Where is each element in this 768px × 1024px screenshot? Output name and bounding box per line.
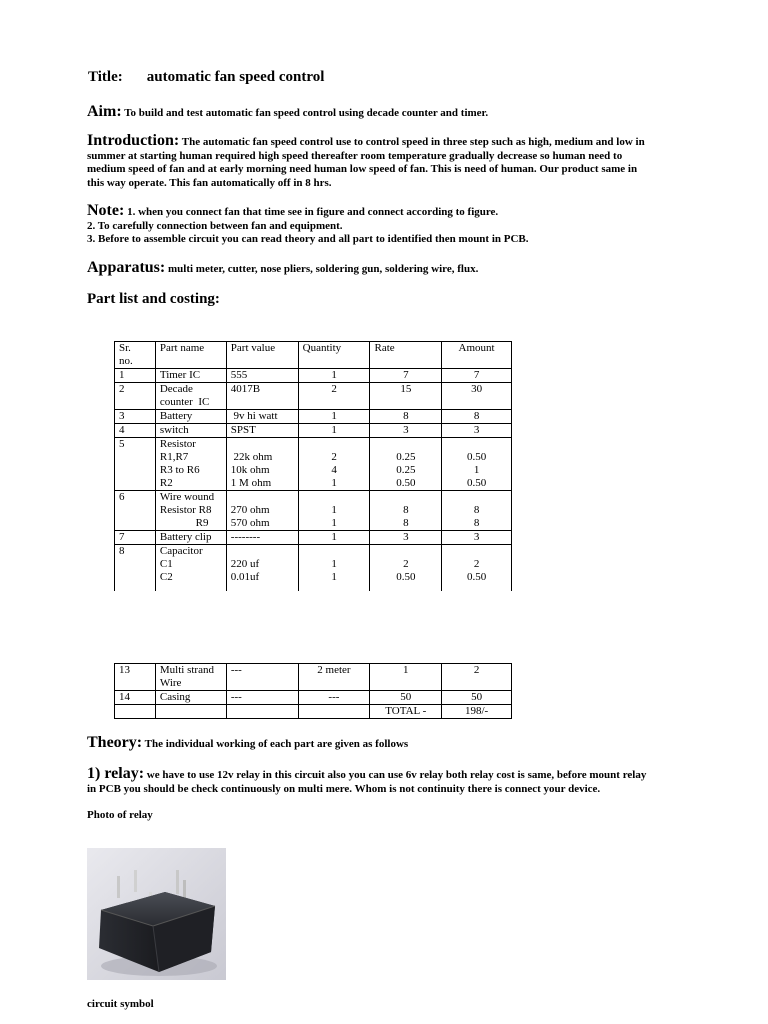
cell-sr: 13 bbox=[115, 664, 156, 691]
relay-photo bbox=[87, 848, 226, 980]
cell-amount: 198/- bbox=[442, 705, 512, 719]
aim-label: Aim: bbox=[87, 103, 122, 120]
cell-rate: 8 8 bbox=[370, 491, 442, 531]
header-part-value: Part value bbox=[226, 342, 298, 369]
circuit-symbol-caption: circuit symbol bbox=[87, 998, 154, 1010]
table-row bbox=[115, 438, 512, 491]
parts-table bbox=[114, 341, 512, 591]
note-section bbox=[87, 204, 687, 247]
cell-part-name: Multi strand Wire bbox=[155, 664, 226, 691]
cell-part-value: 22k ohm 10k ohm 1 M ohm bbox=[226, 438, 298, 491]
cell-part-value: 220 uf 0.01uf bbox=[226, 545, 298, 592]
apparatus-section bbox=[87, 261, 687, 277]
cell-amount: 30 bbox=[442, 383, 512, 410]
cell-rate: TOTAL - bbox=[370, 705, 442, 719]
introduction-line: medium speed of fan and at early morning need human low speed of fan. This is need of human. Our product same in bbox=[87, 163, 638, 176]
cell-rate: 8 bbox=[370, 410, 442, 424]
cell-part-name: Casing bbox=[155, 691, 226, 705]
cell-part-name: Battery clip bbox=[155, 531, 226, 545]
table-row bbox=[115, 383, 512, 410]
cell-part-value: --- bbox=[226, 664, 298, 691]
cell-quantity: --- bbox=[298, 691, 370, 705]
introduction-line: The automatic fan speed control use to control speed in three step such as high, medium and low in bbox=[181, 136, 645, 148]
cell-part-value: SPST bbox=[226, 424, 298, 438]
cell-part-name bbox=[155, 705, 226, 719]
note-line: 2. To carefully connection between fan and equipment. bbox=[87, 219, 343, 232]
cell-quantity bbox=[298, 705, 370, 719]
relay-line: in PCB you should be check continuously on multi mere. Whom is not continuity there is connect your device. bbox=[87, 782, 601, 795]
cell-amount: 8 bbox=[442, 410, 512, 424]
cell-part-value bbox=[226, 705, 298, 719]
part-list-heading: Part list and costing: bbox=[87, 291, 220, 307]
cell-part-value: --- bbox=[226, 691, 298, 705]
cell-rate: 3 bbox=[370, 424, 442, 438]
table-row bbox=[115, 369, 512, 383]
cell-amount: 0.50 1 0.50 bbox=[442, 438, 512, 491]
cell-part-name: Resistor R1,R7 R3 to R6 R2 bbox=[155, 438, 226, 491]
note-line: 3. Before to assemble circuit you can read theory and all part to identified then mount in PCB. bbox=[87, 233, 529, 246]
table-header-row bbox=[115, 342, 512, 369]
document-title bbox=[88, 69, 324, 86]
title-text: automatic fan speed control bbox=[146, 69, 325, 85]
cell-amount: 3 bbox=[442, 531, 512, 545]
introduction-line: this way operate. This fan automatically off in 8 hrs. bbox=[87, 176, 332, 189]
cell-rate: 3 bbox=[370, 531, 442, 545]
note-line: 1. when you connect fan that time see in figure and connect according to figure. bbox=[127, 206, 499, 218]
note-label: Note: bbox=[87, 202, 125, 219]
cell-sr: 2 bbox=[115, 383, 156, 410]
cell-quantity: 2 bbox=[298, 383, 370, 410]
cell-quantity: 1 bbox=[298, 424, 370, 438]
cell-quantity: 2 meter bbox=[298, 664, 370, 691]
cell-part-name: Wire wound Resistor R8 R9 bbox=[155, 491, 226, 531]
cell-part-name: Timer IC bbox=[155, 369, 226, 383]
cell-rate: 15 bbox=[370, 383, 442, 410]
header-quantity: Quantity bbox=[298, 342, 370, 369]
apparatus-label: Apparatus: bbox=[87, 259, 166, 276]
table-row bbox=[115, 705, 512, 719]
cell-amount: 7 bbox=[442, 369, 512, 383]
title-label: Title: bbox=[88, 69, 123, 85]
cell-quantity: 2 4 1 bbox=[298, 438, 370, 491]
cell-part-value: 4017B bbox=[226, 383, 298, 410]
cell-amount: 2 0.50 bbox=[442, 545, 512, 592]
cell-rate: 2 0.50 bbox=[370, 545, 442, 592]
relay-line: we have to use 12v relay in this circuit also you can use 6v relay both relay cost is same, before mount relay bbox=[146, 769, 647, 781]
cell-sr: 5 bbox=[115, 438, 156, 491]
cell-part-name: Decade counter IC bbox=[155, 383, 226, 410]
cell-sr: 1 bbox=[115, 369, 156, 383]
header-sr: Sr. no. bbox=[115, 342, 156, 369]
cell-quantity: 1 bbox=[298, 531, 370, 545]
theory-section bbox=[87, 736, 687, 752]
table-row bbox=[115, 424, 512, 438]
cell-quantity: 1 1 bbox=[298, 545, 370, 592]
table-row bbox=[115, 664, 512, 691]
cell-part-name: switch bbox=[155, 424, 226, 438]
cell-part-value: 270 ohm 570 ohm bbox=[226, 491, 298, 531]
cell-part-name: Capacitor C1 C2 bbox=[155, 545, 226, 592]
introduction-section bbox=[87, 134, 687, 190]
cell-quantity: 1 1 bbox=[298, 491, 370, 531]
table-row bbox=[115, 531, 512, 545]
photo-caption: Photo of relay bbox=[87, 809, 153, 821]
cell-part-value: 555 bbox=[226, 369, 298, 383]
cell-rate: 0.25 0.25 0.50 bbox=[370, 438, 442, 491]
cell-quantity: 1 bbox=[298, 369, 370, 383]
cell-amount: 50 bbox=[442, 691, 512, 705]
aim-section bbox=[87, 105, 687, 121]
parts-table-continued bbox=[114, 663, 512, 719]
relay-label: 1) relay: bbox=[87, 765, 145, 782]
cell-part-value: -------- bbox=[226, 531, 298, 545]
header-amount: Amount bbox=[442, 342, 512, 369]
apparatus-text: multi meter, cutter, nose pliers, soldering gun, soldering wire, flux. bbox=[167, 263, 479, 275]
aim-text: To build and test automatic fan speed control using decade counter and timer. bbox=[124, 107, 489, 119]
table-row bbox=[115, 491, 512, 531]
theory-label: Theory: bbox=[87, 734, 143, 751]
cell-amount: 3 bbox=[442, 424, 512, 438]
cell-amount: 2 bbox=[442, 664, 512, 691]
table-row bbox=[115, 545, 512, 592]
cell-sr: 7 bbox=[115, 531, 156, 545]
table-row bbox=[115, 410, 512, 424]
cell-sr: 3 bbox=[115, 410, 156, 424]
cell-amount: 8 8 bbox=[442, 491, 512, 531]
header-rate: Rate bbox=[370, 342, 442, 369]
cell-rate: 7 bbox=[370, 369, 442, 383]
cell-sr: 8 bbox=[115, 545, 156, 592]
introduction-line: summer at starting human required high speed thereafter room temperature gradually decrease so human need to bbox=[87, 149, 623, 162]
cell-quantity: 1 bbox=[298, 410, 370, 424]
cell-sr: 4 bbox=[115, 424, 156, 438]
header-part-name: Part name bbox=[155, 342, 226, 369]
cell-part-value: 9v hi watt bbox=[226, 410, 298, 424]
cell-sr: 6 bbox=[115, 491, 156, 531]
relay-section bbox=[87, 767, 687, 796]
cell-sr: 14 bbox=[115, 691, 156, 705]
cell-part-name: Battery bbox=[155, 410, 226, 424]
cell-sr bbox=[115, 705, 156, 719]
theory-text: The individual working of each part are given as follows bbox=[144, 738, 409, 750]
cell-rate: 50 bbox=[370, 691, 442, 705]
table-row bbox=[115, 691, 512, 705]
introduction-label: Introduction: bbox=[87, 132, 180, 149]
cell-rate: 1 bbox=[370, 664, 442, 691]
